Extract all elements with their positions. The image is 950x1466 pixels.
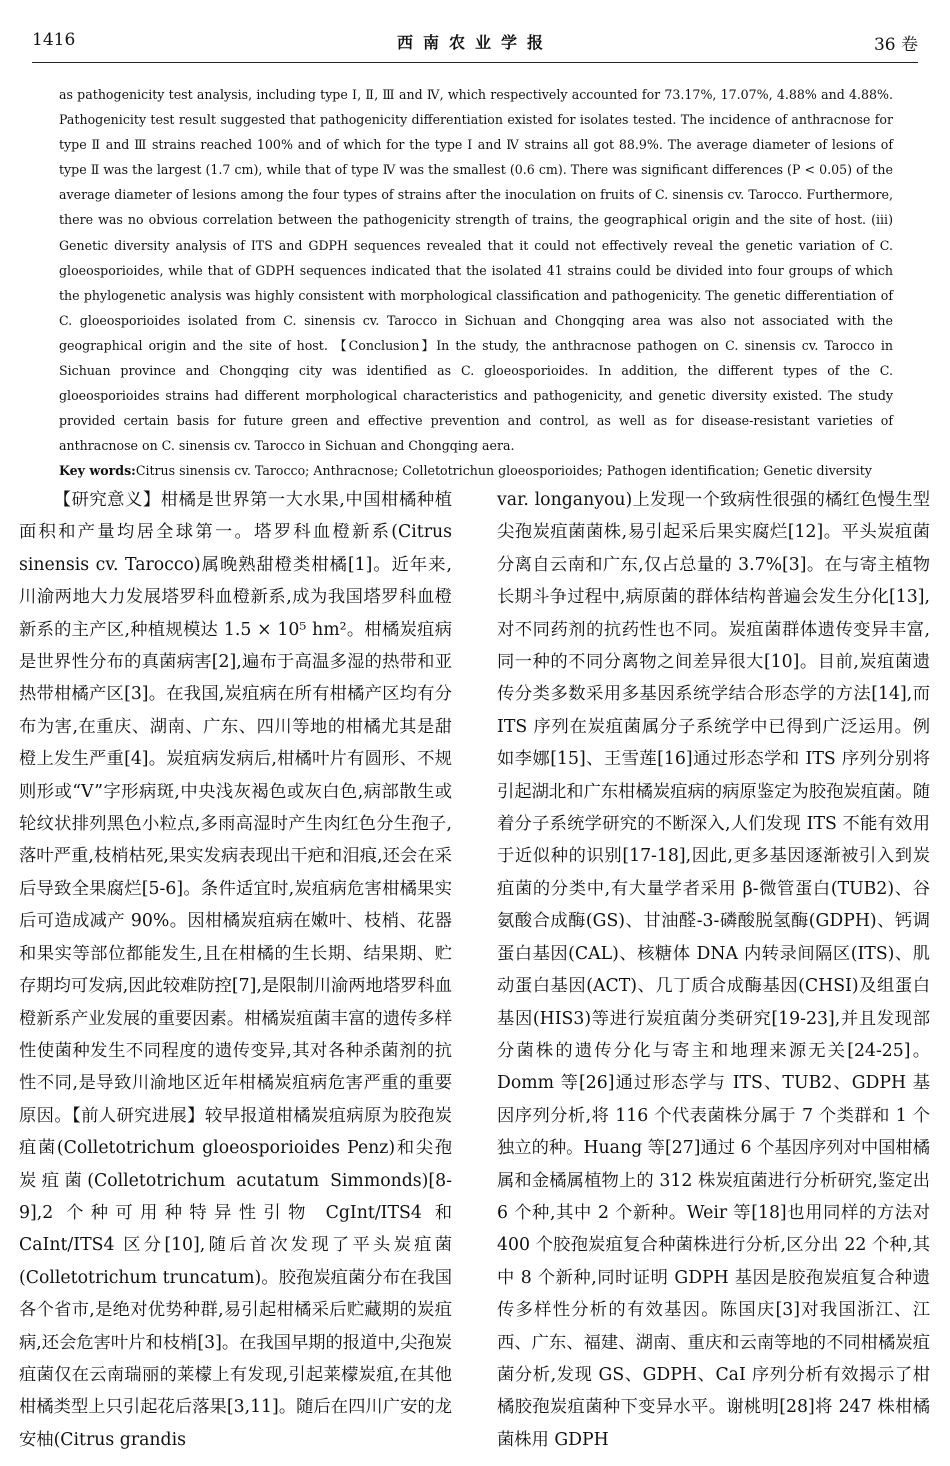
page-header — [32, 30, 918, 58]
header-rule — [32, 62, 918, 63]
abstract-text: as pathogenicity test analysis, including type Ⅰ, Ⅱ, Ⅲ and Ⅳ, which respectively accounted for 73.17%, 17.07%, 4.88% and 4.88%. Pathogenicity test result suggested that pathogenicity differentiation existed for isolates tested. The incidence of anthracnose for type Ⅱ and Ⅲ strains reached 100% and of which for the type Ⅰ and Ⅳ strains all got 88.9%. The average diameter of lesions of type Ⅱ was the largest (1.7 cm), while that of type Ⅳ was the smallest (0.6 cm). There was significant differences (P < 0.05) of the average diameter of lesions among the four types of strains after the inoculation on fruits of C. sinensis cv. Tarocco. Furthermore, there was no obvious correlation between the pathogenicity strength of trains, the geographical origin and the site of host. (iii) Genetic diversity analysis of ITS and GDPH sequences revealed that it could not effectively reveal the genetic variation of C. gloeosporioides, while that of GDPH sequences indicated that the isolated 41 strains could be divided into four groups of which the phylogenetic analysis was highly consistent with morphological classification and pathogenicity. The genetic differentiation of C. gloeosporioides isolated from C. sinensis cv. Tarocco in Sichuan and Chongqing area was also not associated with the geographical origin and the site of host. 【Conclusion】In the study, the anthracnose pathogen on C. sinensis cv. Tarocco in Sichuan province and Chongqing city was identified as C. gloeosporioides. In addition, the different types of the C. gloeosporioides strains had different morphological characteristics and pathogenicity, and genetic diversity existed. The study provided certain basis for future green and effective prevention and control, as well as for disease-resistant varieties of anthracnose on C. sinensis cv. Tarocco in Sichuan and Chongqing aera. — [59, 87, 893, 454]
keywords-list: Citrus sinensis cv. Tarocco; Anthracnose; Colletotrichun gloeosporioides; Pathogen identification; Genetic diversity — [135, 463, 872, 479]
left-column-text: 【研究意义】柑橘是世界第一大水果,中国柑橘种植面积和产量均居全球第一。塔罗科血橙新系(Citrus sinensis cv. Tarocco)属晚熟甜橙类柑橘[1]。近年来,川渝两地大力发展塔罗科血橙新系,成为我国塔罗科血橙新系的主产区,种植规模达 1.5 × 10⁵ hm²。柑橘炭疽病是世界性分布的真菌病害[2],遍布于高温多湿的热带和亚热带柑橘产区[3]。在我国,炭疽病在所有柑橘产区均有分布为害,在重庆、湖南、广东、四川等地的柑橘尤其是甜橙上发生严重[4]。炭疽病发病后,柑橘叶片有圆形、不规则形或“V”字形病斑,中央浅灰褐色或灰白色,病部散生或轮纹状排列黑色小粒点,多雨高湿时产生肉红色分生孢子,落叶严重,枝梢枯死,果实发病表现出干疤和泪痕,还会在采后导致全果腐烂[5-6]。条件适宜时,炭疽病危害柑橘果实后可造成减产 90%。因柑橘炭疽病在嫩叶、枝梢、花器和果实等部位都能发生,且在柑橘的生长期、结果期、贮存期均可发病,因此较难防控[7],是限制川渝两地塔罗科血橙新系产业发展的重要因素。柑橘炭疽菌丰富的遗传多样性使菌种发生不同程度的遗传变异,其对各种杀菌剂的抗性不同,是导致川渝地区近年柑橘炭疽病危害严重的重要原因。【前人研究进展】较早报道柑橘炭疽病原为胶孢炭疽菌(Colletotrichum gloeosporioides Penz)和尖孢炭疽菌(Colletotrichum acutatum Simmonds)[8-9],2 个种可用种特异性引物 CgInt/ITS4 和 CaInt/ITS4 区分[10],随后首次发现了平头炭疽菌(Colletotrichum truncatum)。胶孢炭疽菌分布在我国各个省市,是绝对优势种群,易引起柑橘采后贮藏期的炭疽病,还会危害叶片和枝梢[3]。在我国早期的报道中,尖孢炭疽菌仅在云南瑞丽的莱檬上有发现,引起莱檬炭疽,在其他柑橘类型上只引起花后落果[3,11]。随后在四川广安的龙安柚(Citrus grandis — [19, 490, 452, 1450]
page-number: 1416 — [32, 30, 76, 50]
volume-label: 36 卷 — [873, 35, 918, 55]
keywords-label: Key words: — [59, 463, 136, 479]
journal-title: 西南农业学报 — [396, 33, 553, 52]
right-column-text: var. longanyou)上发现一个致病性很强的橘红色慢生型尖孢炭疽菌菌株,易引起采后果实腐烂[12]。平头炭疽菌分离自云南和广东,仅占总量的 3.7%[3]。在与寄主植物长期斗争过程中,病原菌的群体结构普遍会发生分化[13],对不同药剂的抗药性也不同。炭疽菌群体遗传变异丰富,同一种的不同分离物之间差异很大[10]。目前,炭疽菌遗传分类多数采用多基因系统学结合形态学的方法[14],而 ITS 序列在炭疽菌属分子系统学中已得到广泛运用。例如李娜[15]、王雪莲[16]通过形态学和 ITS 序列分别将引起湖北和广东柑橘炭疽病的病原鉴定为胶孢炭疽菌。随着分子系统学研究的不断深入,人们发现 ITS 不能有效用于近似种的识别[17-18],因此,更多基因逐渐被引入到炭疽菌的分类中,有大量学者采用 β-微管蛋白(TUB2)、谷氨酸合成酶(GS)、甘油醛-3-磷酸脱氢酶(GDPH)、钙调蛋白基因(CAL)、核糖体 DNA 内转录间隔区(ITS)、肌动蛋白基因(ACT)、几丁质合成酶基因(CHSI)及组蛋白基因(HIS3)等进行炭疽菌分类研究[19-23],并且发现部分菌株的遗传分化与寄主和地理来源无关[24-25]。Domm 等[26]通过形态学与 ITS、TUB2、GDPH 基因序列分析,将 116 个代表菌株分属于 7 个类群和 1 个独立的种。Huang 等[27]通过 6 个基因序列对中国柑橘属和金橘属植物上的 312 株炭疽菌进行分析研究,鉴定出 6 个种,其中 2 个新种。Weir 等[18]也用同样的方法对 400 个胶孢炭疽复合种菌株进行分析,区分出 22 个种,其中 8 个新种,同时证明 GDPH 基因是胶孢炭疽复合种遗传多样性分析的有效基因。陈国庆[3]对我国浙江、江西、广东、福建、湖南、重庆和云南等地的不同柑橘炭疽菌分析,发现 GS、GDPH、CaI 序列分析有效揭示了柑橘胶孢炭疽菌种下变异水平。谢桃明[28]将 247 株柑橘菌株用 GDPH — [497, 490, 930, 1450]
english-abstract — [59, 82, 893, 484]
body-column-right — [497, 484, 930, 1456]
keywords — [59, 458, 893, 483]
body-column-left — [19, 484, 452, 1456]
